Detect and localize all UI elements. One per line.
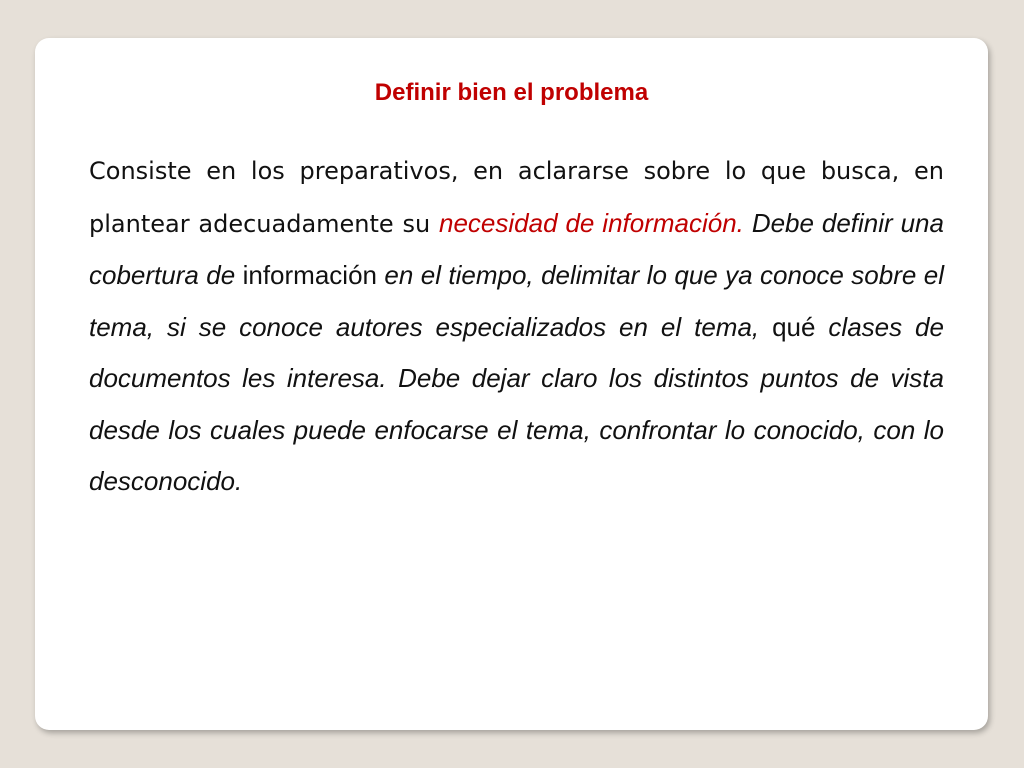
term-informacion: información [242, 260, 377, 290]
slide-card [35, 38, 988, 730]
body-paragraph [89, 145, 944, 508]
paragraph-part3: clases de documentos les interesa. Debe dejar claro los distintos puntos de vista desde los cuales puede enfocarse el tema, confrontar lo conocido, con lo desconocido. [89, 311, 944, 496]
paragraph-part1: Debe definir una cobertura de [89, 207, 944, 290]
term-que: qué [772, 311, 816, 342]
paragraph-intro: Consiste en los preparativos, en aclararse sobre lo que busca, en plantear adecuadamente su [89, 157, 944, 238]
highlight-phrase: necesidad de información. [439, 207, 744, 238]
slide-title: Definir bien el problema [374, 79, 649, 106]
paragraph-part2: en el tiempo, delimitar lo que ya conoce sobre el tema, si se conoce autores especializados en el tema, [89, 260, 944, 342]
